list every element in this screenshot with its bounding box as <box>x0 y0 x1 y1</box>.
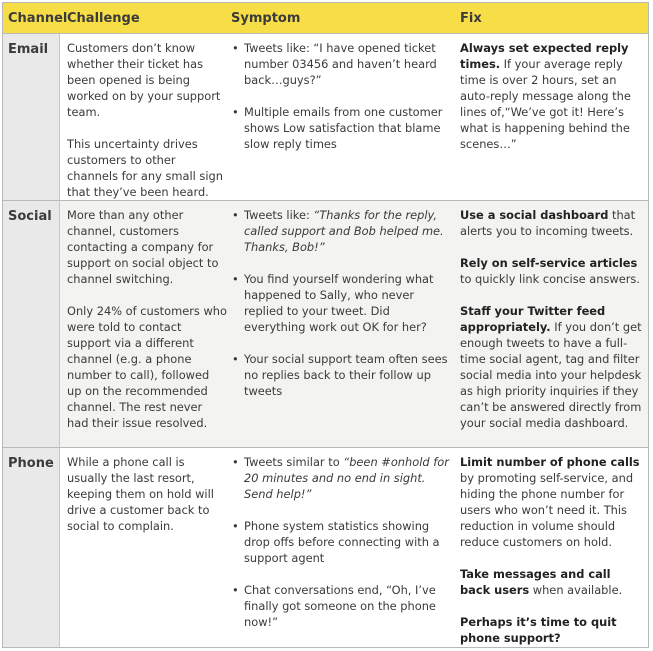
fix-title: Use a social dashboard <box>460 208 609 222</box>
fix-item <box>460 614 642 646</box>
channel-label: Phone <box>8 456 54 471</box>
symptom-cell <box>231 207 453 399</box>
symptom-cell <box>231 454 453 630</box>
channel-label: Social <box>8 209 52 224</box>
table-header <box>3 3 648 34</box>
symptom-item: • Tweets similar to “been #onhold for 20 minutes and no end in sight. Send help!” <box>231 454 453 502</box>
fix-text: If your average reply time is over 2 hours, set an auto-reply message along the lines of,“We’ve got it! Here’s what is happening behind the scenes…” <box>460 57 631 151</box>
fix-title: Rely on self-service articles <box>460 256 638 270</box>
challenge-paragraph: Only 24% of customers who were told to contact support via a different channel (e.g. a phone number to call), followed up on the recommended channel. The rest never had their issue resolved. <box>67 304 227 430</box>
symptom-item: • Your social support team often sees no replies back to their follow up tweets <box>231 351 453 399</box>
fix-text: that alerts you to incoming tweets. <box>460 208 636 238</box>
channel-fix-table <box>2 2 649 648</box>
fix-text: by promoting self-service, and hiding the phone number for users who won’t need it. This reduction in volume should reduce customers on hold. <box>460 471 634 549</box>
challenge-paragraph: This uncertainty drives customers to other channels for any small sign that they’ve been heard. <box>67 137 223 199</box>
table-row-phone <box>3 448 648 647</box>
symptom-item: • You find yourself wondering what happened to Sally, who never replied to your tweet. Did everything work out OK for her? <box>231 271 453 335</box>
header-fix: Fix <box>460 11 482 26</box>
fix-item <box>460 566 642 598</box>
fix-item <box>460 255 642 287</box>
fix-cell <box>460 40 642 152</box>
challenge-cell <box>67 207 227 431</box>
channel-label: Email <box>8 42 49 57</box>
fix-title: Limit number of phone calls <box>460 455 640 469</box>
challenge-cell <box>67 40 227 200</box>
symptom-item: • Multiple emails from one customer shows Low satisfaction that blame slow reply times <box>231 104 453 152</box>
fix-title: Take messages and call back users <box>460 567 611 597</box>
fix-item <box>460 454 642 550</box>
channel-cell <box>3 201 60 447</box>
challenge-paragraph: More than any other channel, customers contacting a company for support on social object to channel switching. <box>67 208 219 286</box>
header-symptom: Symptom <box>231 11 301 26</box>
symptom-item: • Tweets like: “Thanks for the reply, called support and Bob helped me. Thanks, Bob!” <box>231 207 453 255</box>
challenge-paragraph: While a phone call is usually the last resort, keeping them on hold will drive a customer back to social to complain. <box>67 455 214 533</box>
fix-item <box>460 40 642 152</box>
channel-cell <box>3 448 60 647</box>
channel-cell <box>3 34 60 200</box>
symptom-item: • Chat conversations end, “Oh, I’ve finally got someone on the phone now!” <box>231 582 453 630</box>
symptom-item: • Tweets like: “I have opened ticket number 03456 and haven’t heard back…guys?” <box>231 40 453 88</box>
fix-item <box>460 303 642 431</box>
fix-cell <box>460 207 642 431</box>
fix-item <box>460 207 642 239</box>
header-channel: Channel <box>8 11 68 26</box>
challenge-paragraph: Customers don’t know whether their ticket has been opened is being worked on by your support team. <box>67 41 221 119</box>
fix-text: to quickly link concise answers. <box>460 272 640 286</box>
symptom-cell <box>231 40 453 152</box>
fix-title: Always set expected reply times. <box>460 41 629 71</box>
fix-title: Staff your Twitter feed appropriately. <box>460 304 606 334</box>
fix-cell <box>460 454 642 646</box>
header-challenge: Challenge <box>67 11 140 26</box>
table-row-social <box>3 201 648 448</box>
fix-text: when available. <box>529 583 623 597</box>
table-row-email <box>3 34 648 201</box>
fix-text: If you don’t get enough tweets to have a full-time social agent, tag and filter social media into your helpdesk as high priority inquiries if they can’t be answered directly from your social media dashboard. <box>460 320 642 430</box>
fix-title: Perhaps it’s time to quit phone support? <box>460 615 617 645</box>
symptom-item: • Phone system statistics showing drop offs before connecting with a support agent <box>231 518 453 566</box>
challenge-cell <box>67 454 227 534</box>
